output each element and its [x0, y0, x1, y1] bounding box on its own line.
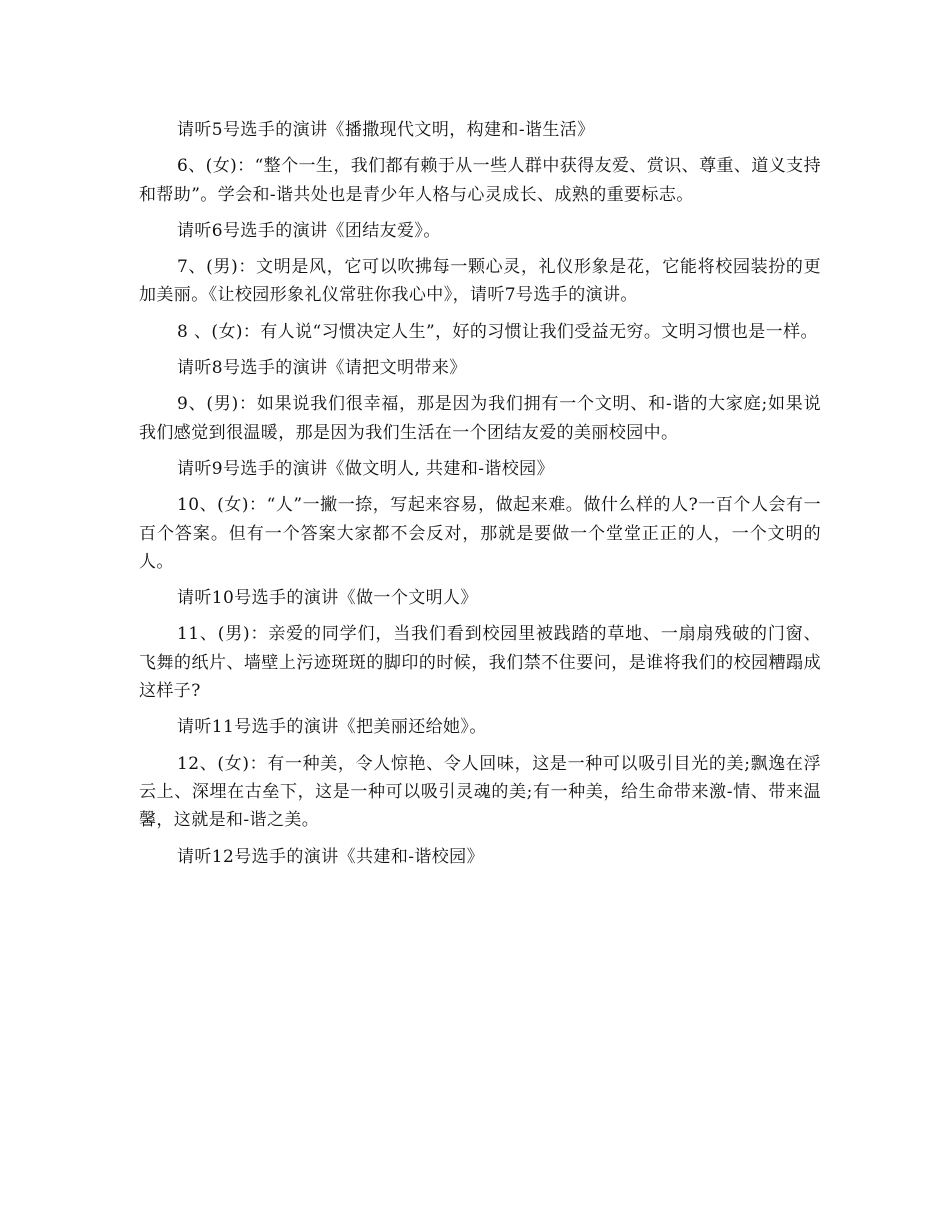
paragraph-5: 8 、(女)：有人说“习惯决定人生”，好的习惯让我们受益无穷。文明习惯也是一样。 — [177, 321, 818, 342]
paragraph-11: 11、(男)：亲爱的同学们，当我们看到校园里被践踏的草地、一扇扇残破的门窗、飞舞的纸片、墙壁上污迹斑斑的脚印的时候，我们禁不住要问，是谁将我们的校园糟蹋成这样子? — [139, 624, 821, 702]
paragraph-12: 请听11号选手的演讲《把美丽还给她》。 — [177, 717, 487, 738]
paragraph-6: 请听8号选手的演讲《请把文明带来》 — [177, 358, 467, 379]
paragraph-10: 请听10号选手的演讲《做一个文明人》 — [177, 588, 478, 609]
paragraph-13: 12、(女)：有一种美，令人惊艳、令人回味，这是一种可以吸引目光的美;飘逸在浮云上、深埋在古垒下，这是一种可以吸引灵魂的美;有一种美，给生命带来激-情、带来温馨，这就是和-谐之美。 — [139, 753, 821, 831]
paragraph-7: 9、(男)：如果说我们很幸福，那是因为我们拥有一个文明、和-谐的大家庭;如果说我们感觉到很温暖，那是因为我们生活在一个团结友爱的美丽校园中。 — [139, 394, 821, 443]
paragraph-3: 请听6号选手的演讲《团结友爱》。 — [177, 220, 441, 241]
paragraph-1: 请听5号选手的演讲《播撒现代文明，构建和-谐生活》 — [177, 120, 595, 140]
document-body — [139, 116, 821, 879]
paragraph-4: 7、(男)：文明是风，它可以吹拂每一颗心灵，礼仪形象是花，它能将校园装扮的更加美丽。《让校园形象礼仪常驻你我心中》，请听7号选手的演讲。 — [139, 257, 821, 306]
paragraph-2: 6、(女)：“整个一生，我们都有赖于从一些人群中获得友爱、赏识、尊重、道义支持和帮助”。学会和-谐共处也是青少年人格与心灵成长、成熟的重要标志。 — [139, 156, 821, 205]
paragraph-9: 10、(女)：“人”一撇一捺，写起来容易，做起来难。做什么样的人?一百个人会有一百个答案。但有一个答案大家都不会反对，那就是要做一个堂堂正正的人，一个文明的人。 — [139, 495, 821, 572]
paragraph-8: 请听9号选手的演讲《做文明人, 共建和-谐校园》 — [177, 458, 554, 479]
paragraph-14: 请听12号选手的演讲《共建和-谐校园》 — [177, 846, 484, 867]
